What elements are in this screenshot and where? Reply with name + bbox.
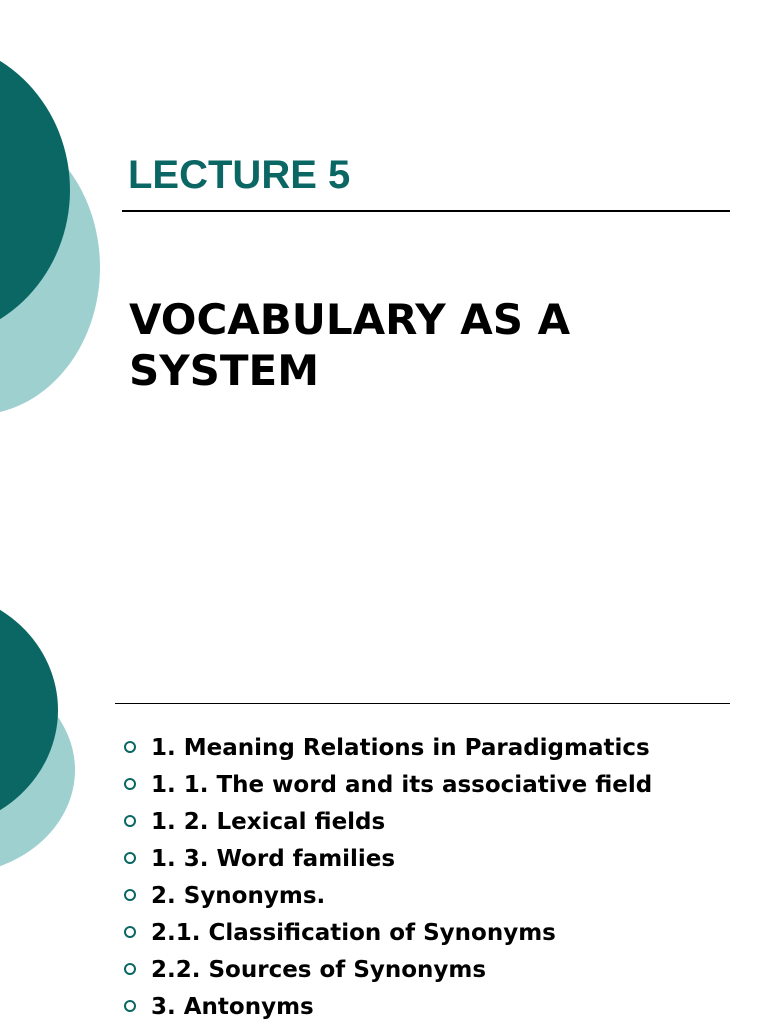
outline-item	[124, 841, 652, 878]
outline-item-text: 3. Antonyms	[151, 994, 314, 1020]
title-divider	[122, 210, 730, 212]
bullet-icon	[124, 741, 136, 753]
bullet-icon	[124, 815, 136, 827]
bullet-icon	[124, 778, 136, 790]
bullet-icon	[124, 1000, 136, 1012]
main-title: VOCABULARY AS A SYSTEM	[129, 295, 571, 395]
bullet-icon	[124, 963, 136, 975]
bullet-icon	[124, 889, 136, 901]
outline-list	[124, 730, 652, 1024]
bullet-icon	[124, 852, 136, 864]
outline-item	[124, 989, 652, 1024]
outline-item	[124, 804, 652, 841]
outline-divider	[115, 703, 730, 704]
outline-item-text: 1. 3. Word families	[151, 846, 396, 872]
outline-item	[124, 915, 652, 952]
outline-item-text: 2.2. Sources of Synonyms	[151, 957, 487, 983]
bullet-icon	[124, 926, 136, 938]
outline-item-text: 2. Synonyms.	[151, 883, 326, 909]
outline-item-text: 2.1. Classification of Synonyms	[151, 920, 556, 946]
outline-item-text: 1. Meaning Relations in Paradigmatics	[151, 735, 650, 761]
outline-item	[124, 730, 652, 767]
outline-item	[124, 767, 652, 804]
lecture-title: LECTURE 5	[128, 153, 351, 197]
outline-item	[124, 952, 652, 989]
outline-item	[124, 878, 652, 915]
outline-item-text: 1. 1. The word and its associative field	[151, 772, 653, 798]
outline-item-text: 1. 2. Lexical fields	[151, 809, 386, 835]
